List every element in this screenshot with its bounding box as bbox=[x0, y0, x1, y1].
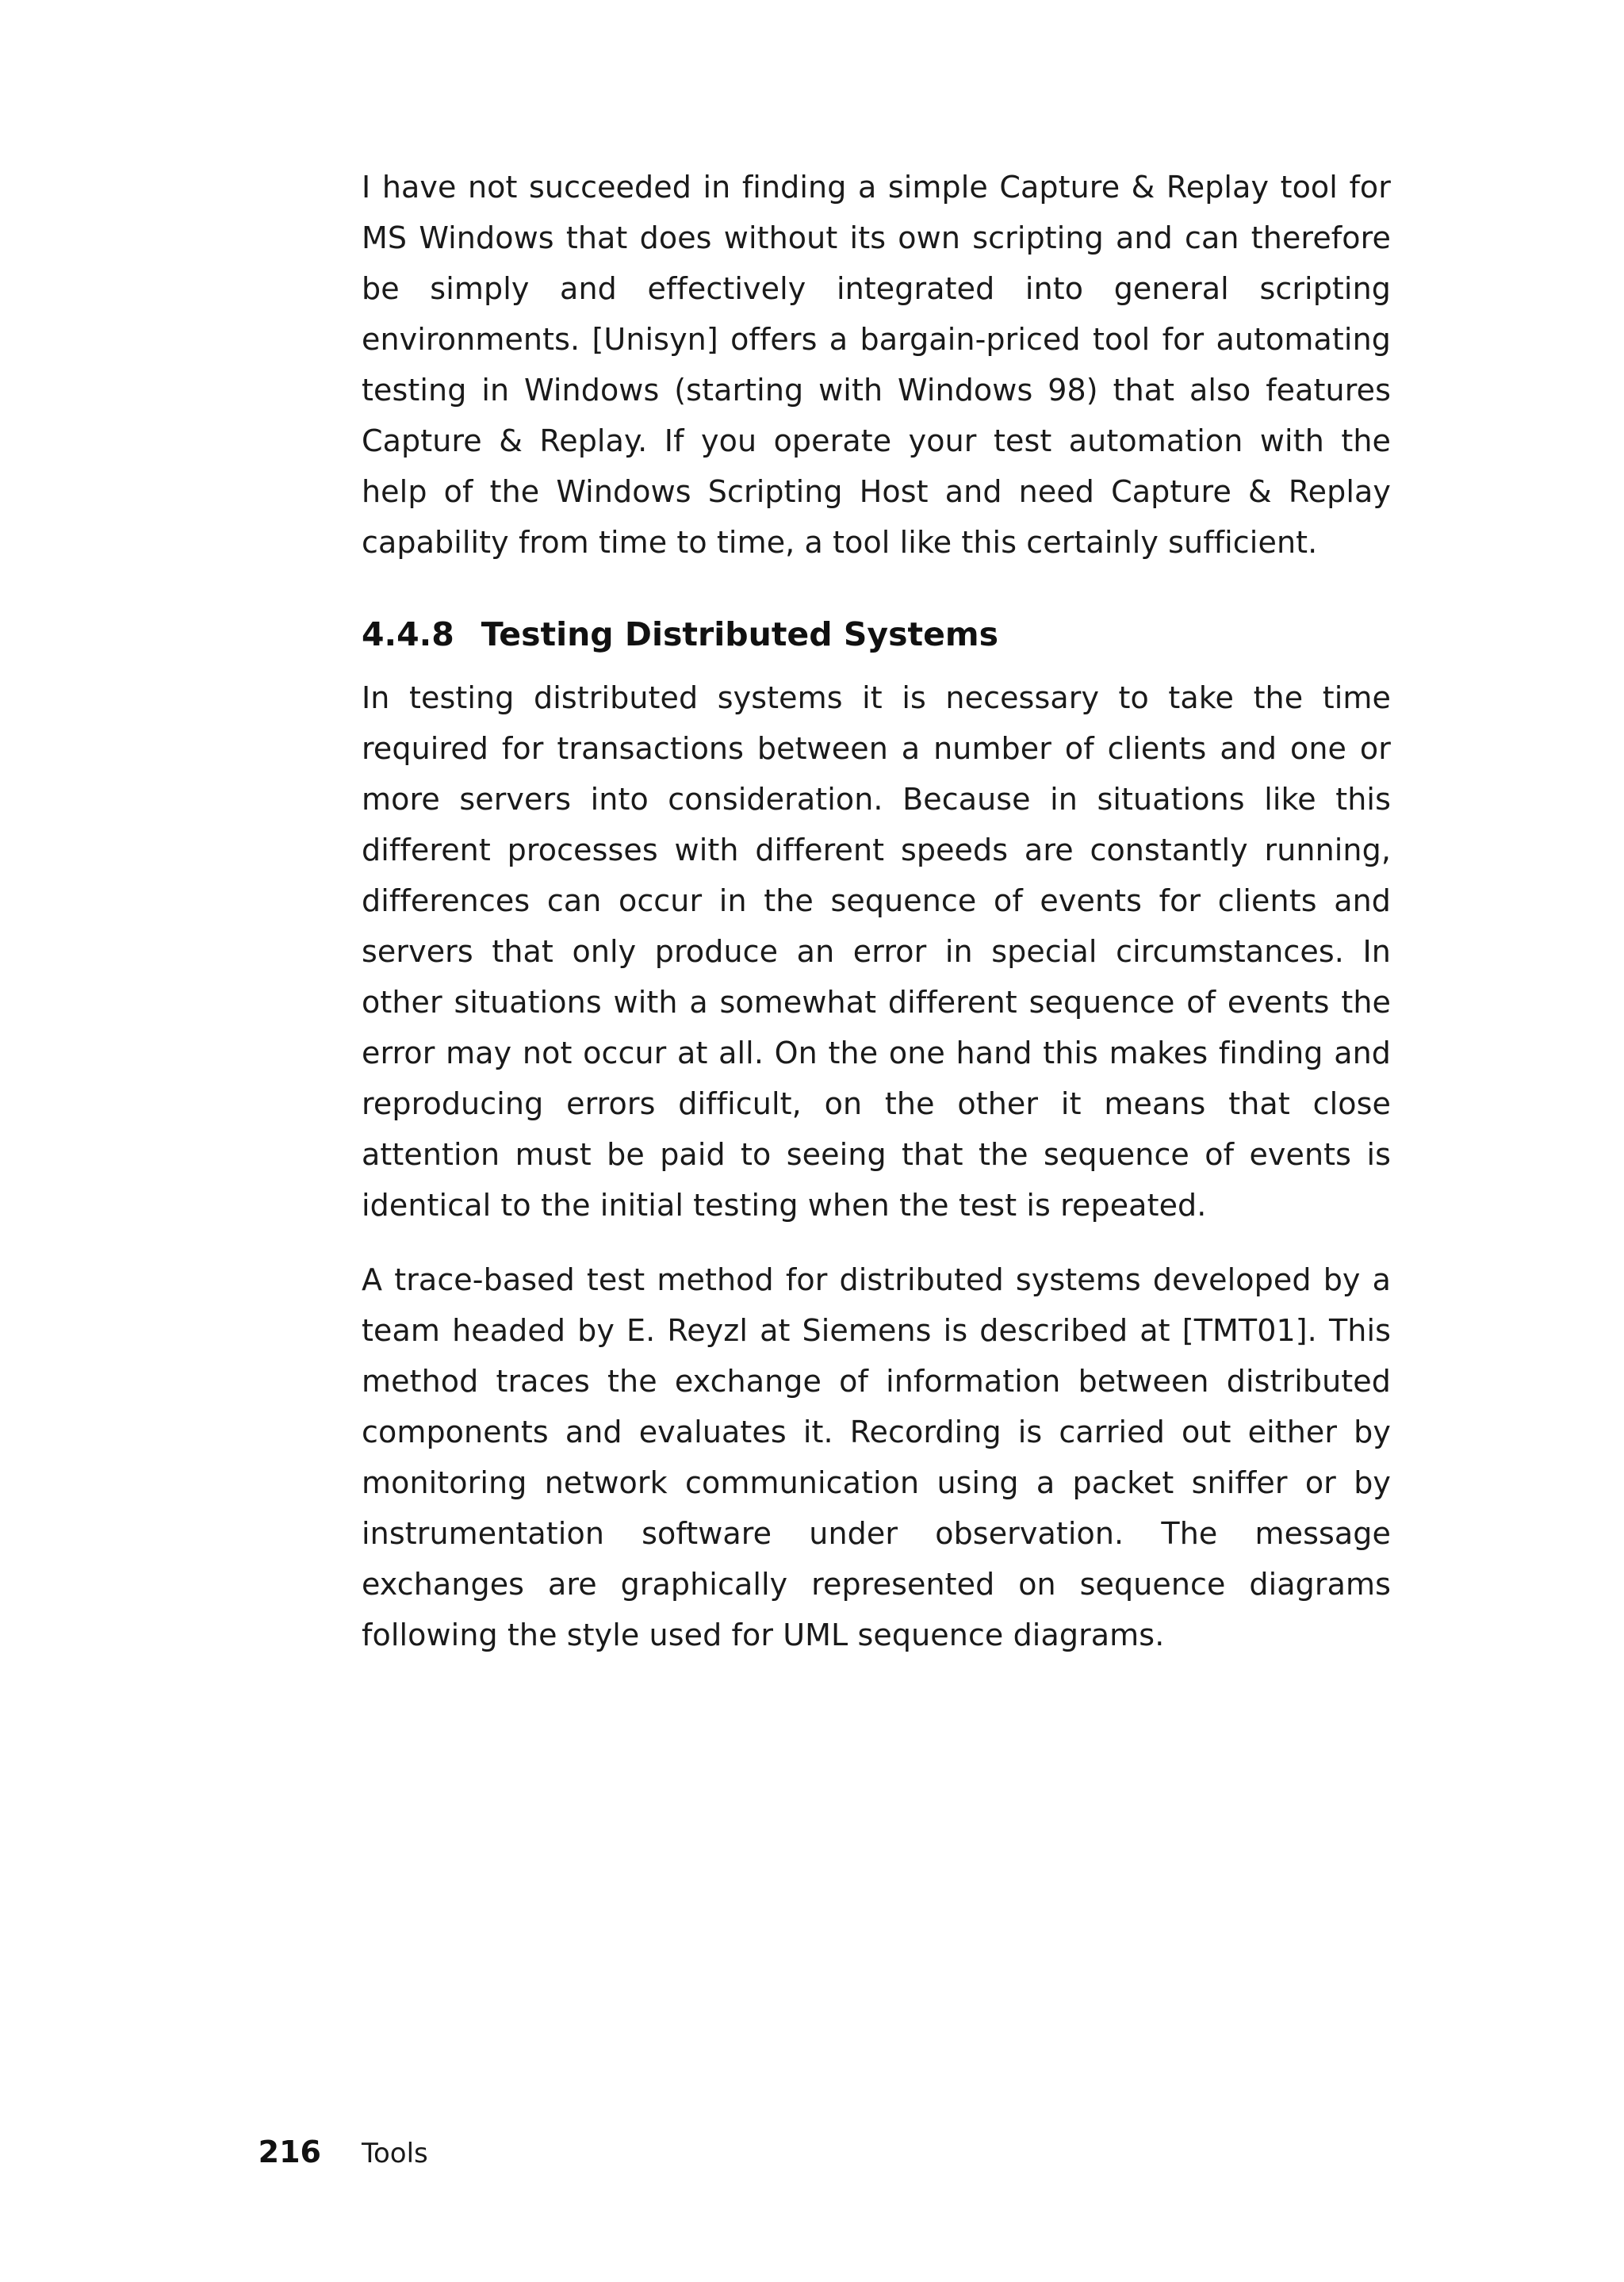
section-number: 4.4.8 bbox=[362, 615, 454, 653]
section-title: Testing Distributed Systems bbox=[481, 615, 999, 653]
running-head: Tools bbox=[362, 2138, 428, 2169]
paragraph-trace-based-method: A trace-based test method for distributed systems developed by a team headed by E. Reyzl at Siemens is described at [TMT01]. This method traces the exchange of information between distributed components and evaluates it. Recording is carried out either by monitoring network communication using a packet sniffer or by instrumentation software under observation. The message exchanges are graphically represented on sequence diagrams following the style used for UML sequence diagrams. bbox=[362, 1262, 1391, 1652]
section-heading bbox=[362, 609, 1391, 660]
paragraph-distributed-testing: In testing distributed systems it is necessary to take the time required for transactions between a number of clients and one or more servers into consideration. Because in situations like this different processes with different speeds are constantly running, differences can occur in the sequence of events for clients and servers that only produce an error in special circumstances. In other situations with a somewhat different sequence of events the error may not occur at all. On the one hand this makes finding and reproducing errors difficult, on the other it means that close attention must be paid to seeing that the sequence of events is identical to the initial testing when the test is repeated. bbox=[362, 680, 1391, 1223]
paragraph-capture-replay: I have not succeeded in finding a simple Capture & Replay tool for MS Windows that does without its own scripting and can therefore be simply and effectively integrated into general scripting environments. [Unisyn] offers a bargain-priced tool for automating testing in Windows (starting with Windows 98) that also features Capture & Replay. If you operate your test automation with the help of the Windows Scripting Host and need Capture & Replay capability from time to time, a tool like this certainly sufficient. bbox=[362, 170, 1391, 560]
text-column bbox=[362, 162, 1391, 1660]
page-number: 216 bbox=[258, 2135, 321, 2169]
page-footer bbox=[0, 2128, 1624, 2176]
